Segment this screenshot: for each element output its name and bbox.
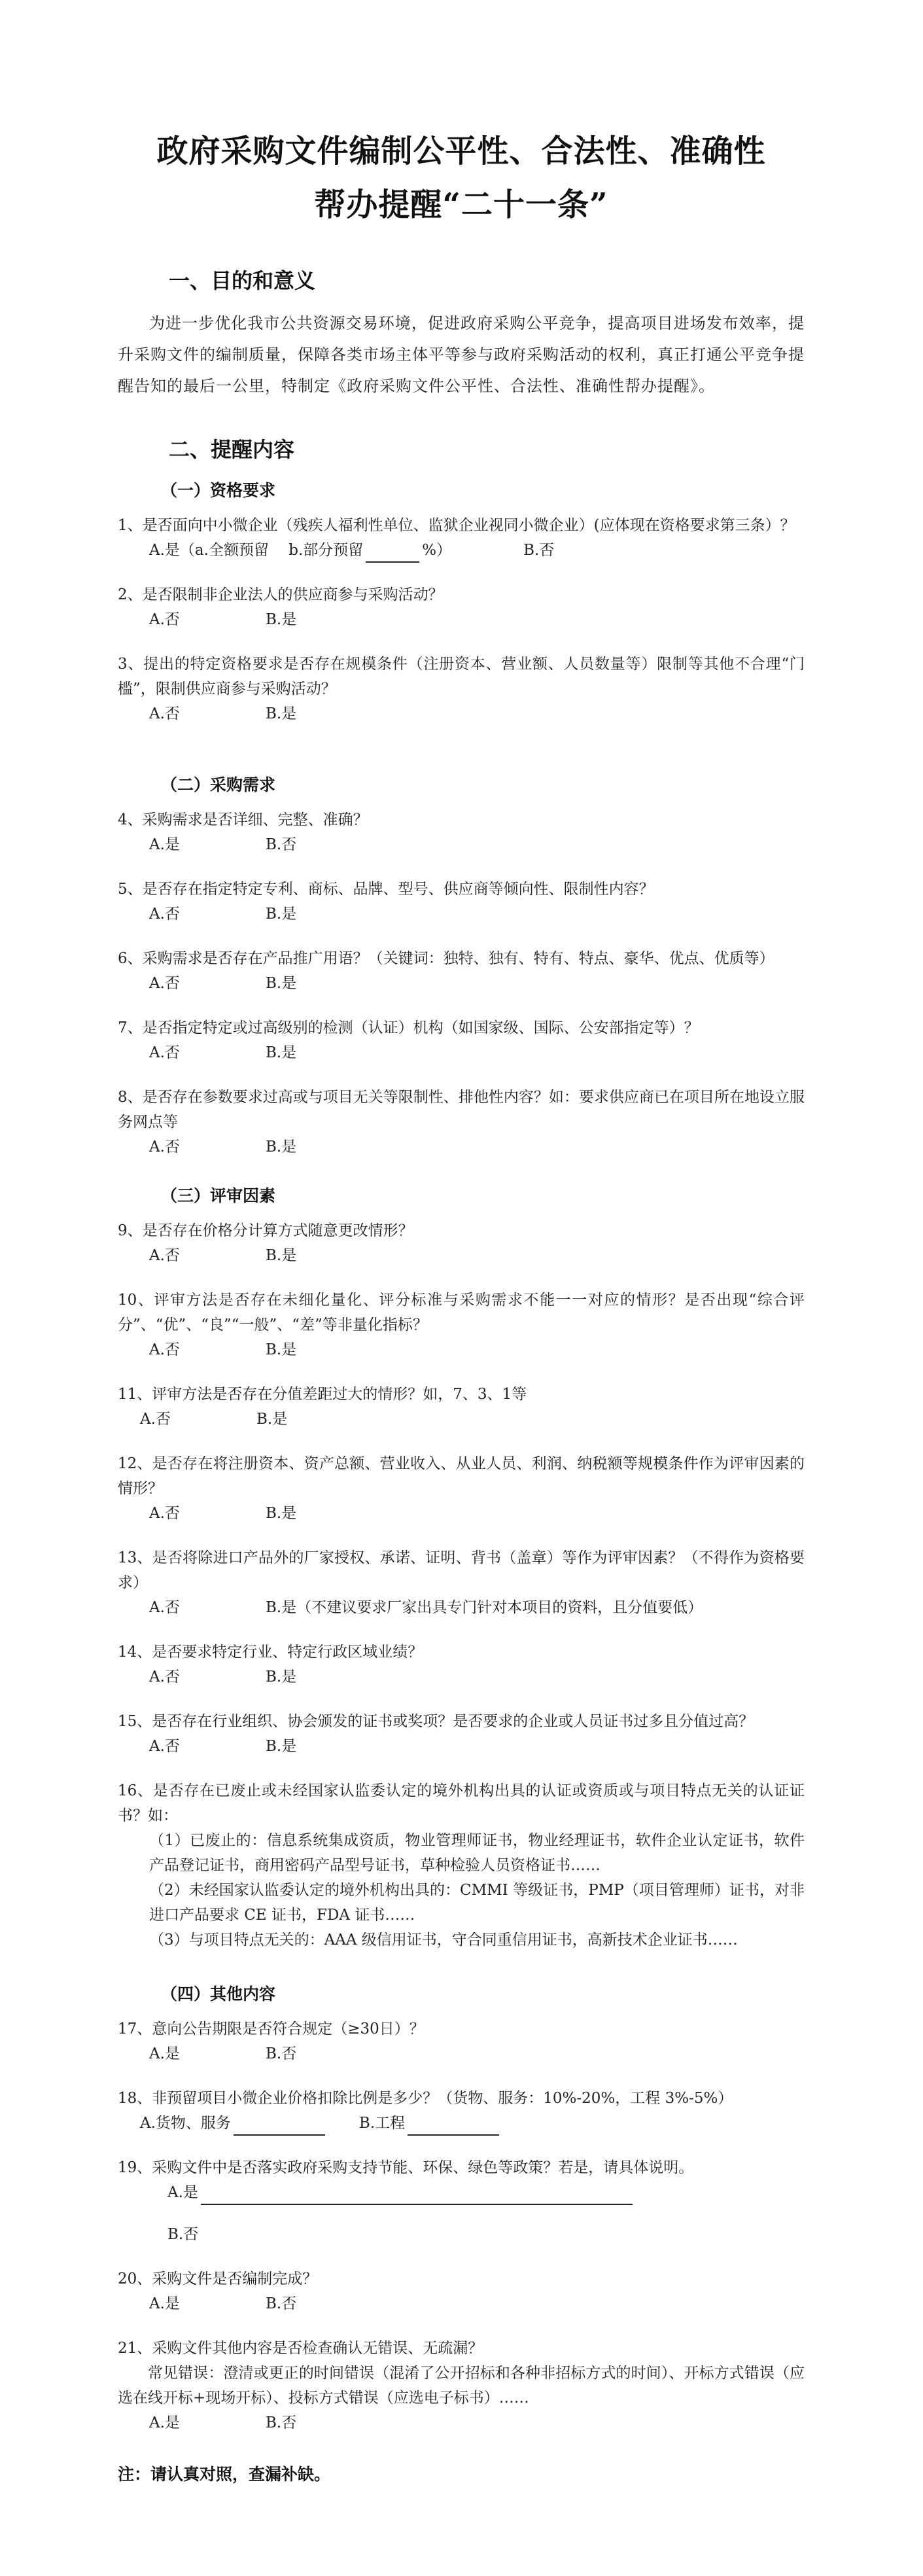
- section-heading-content: 二、提醒内容: [169, 437, 295, 462]
- question-text: 7、是否指定特定或过高级别的检测（认证）机构（如国家级、国际、公安部指定等）？: [118, 1019, 699, 1036]
- question-11: [118, 1382, 805, 1432]
- final-note: 注：请认真对照，查漏补缺。: [118, 2465, 331, 2484]
- question-text: 2、是否限制非企业法人的供应商参与采购活动？: [118, 586, 444, 603]
- option-b[interactable]: B.是: [266, 975, 297, 992]
- question-6: [118, 946, 805, 996]
- question-option-a-row: [118, 2180, 805, 2205]
- question-text: 6、采购需求是否存在产品推广用语？（关键词：独特、独有、特有、特点、豪华、优点、优质等）: [118, 950, 775, 967]
- document-title-line1: 政府采购文件编制公平性、合法性、准确性: [156, 133, 766, 169]
- option-a[interactable]: A.是: [149, 2414, 180, 2431]
- document-title-line2: 帮办提醒“二十一条”: [314, 186, 608, 223]
- percent-blank[interactable]: [366, 544, 419, 563]
- goods-services-blank[interactable]: [234, 2117, 325, 2136]
- question-2: [118, 582, 805, 632]
- question-options: [118, 1040, 805, 1065]
- question-3: [118, 652, 805, 726]
- question-text: 15、是否存在行业组织、协会颁发的证书或奖项？是否要求的企业或人员证书过多且分值过高？: [118, 1713, 754, 1730]
- question-text: 4、采购需求是否详细、完整、准确？: [118, 811, 368, 828]
- question-16: [118, 1778, 805, 1952]
- question-21: [118, 2336, 805, 2435]
- option-a[interactable]: A.否: [140, 1411, 171, 1428]
- common-errors-note: 常见错误：澄清或更正的时间错误（混淆了公开招标和各种非招标方式的时间）、开标方式错误（应选在线开标+现场开标）、投标方式错误（应选电子标书）……: [118, 2365, 805, 2407]
- question-text: 19、采购文件中是否落实政府采购支持节能、环保、绿色等政策？若是，请具体说明。: [118, 2159, 694, 2176]
- question-options: [118, 538, 805, 563]
- question-options: [118, 607, 805, 632]
- option-a[interactable]: A.是: [149, 2295, 180, 2312]
- group-heading-qualification: （一）资格要求: [161, 481, 276, 500]
- option-b[interactable]: B.是: [266, 1247, 297, 1264]
- question-options: [118, 1501, 805, 1526]
- option-a[interactable]: A.否: [149, 1668, 180, 1685]
- question-text: 13、是否将除进口产品外的厂家授权、承诺、证明、背书（盖章）等作为评审因素？（不得作为资格要求）: [118, 1549, 805, 1591]
- group-heading-other: （四）其他内容: [161, 1985, 276, 2003]
- question-20: [118, 2267, 805, 2316]
- policy-description-blank[interactable]: [201, 2187, 633, 2205]
- question-option-b-row: [118, 2222, 805, 2247]
- question-options: [118, 1595, 805, 1620]
- option-b[interactable]: B.是: [266, 705, 297, 722]
- example-irrelevant: （3）与项目特点无关的：AAA 级信用证书，守合同重信用证书，高新技术企业证书……: [149, 1932, 738, 1949]
- question-options: [118, 2041, 805, 2066]
- group-heading-requirements: （二）采购需求: [161, 775, 276, 794]
- question-text: 8、是否存在参数要求过高或与项目无关等限制性、排他性内容？如：要求供应商已在项目所在地设立服务网点等: [118, 1089, 805, 1131]
- option-b[interactable]: B.是: [256, 1411, 288, 1428]
- question-7: [118, 1015, 805, 1065]
- question-text: 10、评审方法是否存在未细化量化、评分标准与采购需求不能一一对应的情形？是否出现“综合评分”、“优”、“良”“一般”、“差”等非量化指标？: [118, 1292, 805, 1333]
- question-options: [118, 2410, 805, 2435]
- option-b[interactable]: B.否: [266, 836, 297, 853]
- question-text: 5、是否存在指定特定专利、商标、品牌、型号、供应商等倾向性、限制性内容？: [118, 881, 654, 898]
- question-text: 14、是否要求特定行业、特定行政区域业绩？: [118, 1644, 423, 1661]
- question-1: [118, 513, 805, 563]
- option-a[interactable]: A.是: [149, 2045, 180, 2062]
- option-a[interactable]: A.否: [149, 1247, 180, 1264]
- question-options: [118, 2291, 805, 2316]
- question-options: [118, 902, 805, 926]
- option-b[interactable]: B.否: [266, 2295, 297, 2312]
- question-4: [118, 807, 805, 857]
- option-a[interactable]: A.否: [149, 1738, 180, 1755]
- option-a[interactable]: A.否: [149, 611, 180, 628]
- example-unrecognized: （2）未经国家认监委认定的境外机构出具的：CMMI 等级证书，PMP（项目管理师）证书，对非进口产品要求 CE 证书，FDA 证书……: [149, 1882, 805, 1924]
- option-a[interactable]: A.否: [149, 1341, 180, 1358]
- option-a[interactable]: A.货物、服务: [140, 2115, 231, 2132]
- example-abolished: （1）已废止的：信息系统集成资质，物业管理师证书，物业经理证书，软件企业认定证书，软件产品登记证书，商用密码产品型号证书，草种检验人员资格证书……: [149, 1832, 805, 1874]
- question-options: [118, 1337, 805, 1362]
- question-19: [118, 2155, 805, 2247]
- question-options: [118, 832, 805, 857]
- question-18: [118, 2086, 805, 2136]
- option-b[interactable]: B.是: [266, 1138, 297, 1156]
- question-options: [118, 701, 805, 726]
- option-b[interactable]: B.否: [266, 2414, 297, 2431]
- question-12: [118, 1451, 805, 1526]
- option-b[interactable]: B.否: [266, 2045, 297, 2062]
- question-13: [118, 1545, 805, 1620]
- option-a-suffix: %）: [422, 542, 452, 559]
- question-options: [118, 2111, 805, 2136]
- option-a[interactable]: A.否: [149, 906, 180, 923]
- question-9: [118, 1218, 805, 1268]
- option-b[interactable]: B.是: [266, 611, 297, 628]
- option-b[interactable]: B.是: [266, 1341, 297, 1358]
- option-b[interactable]: B.否: [167, 2226, 199, 2243]
- question-10: [118, 1288, 805, 1362]
- option-b[interactable]: B.是（不建议要求厂家出具专门针对本项目的资料，且分值要低）: [266, 1599, 703, 1616]
- question-options: [118, 971, 805, 996]
- option-a[interactable]: A.是（a.全额预留 b.部分预留: [149, 542, 364, 559]
- group-heading-evaluation: （三）评审因素: [161, 1186, 276, 1205]
- option-b[interactable]: B.是: [266, 1738, 297, 1755]
- question-options: [118, 1243, 805, 1268]
- option-b[interactable]: B.是: [266, 1668, 297, 1685]
- option-b[interactable]: B.否: [523, 542, 555, 559]
- purpose-paragraph: 为进一步优化我市公共资源交易环境，促进政府采购公平竞争，提高项目进场发布效率，提升采购文件的编制质量，保障各类市场主体平等参与政府采购活动的权利，真正打通公平竞争提醒告知的最后一公里，特制定《政府采购文件公平性、合法性、准确性帮办提醒》。: [118, 314, 805, 395]
- section-heading-purpose: 一、目的和意义: [169, 268, 316, 293]
- question-text: 12、是否存在将注册资本、资产总额、营业收入、从业人员、利润、纳税额等规模条件作为评审因素的情形？: [118, 1455, 805, 1497]
- question-5: [118, 877, 805, 926]
- question-options: [118, 1734, 805, 1759]
- question-text: 18、非预留项目小微企业价格扣除比例是多少？（货物、服务：10%-20%，工程 3%-5%）: [118, 2090, 733, 2107]
- option-a[interactable]: A.否: [149, 705, 180, 722]
- engineering-blank[interactable]: [408, 2117, 499, 2136]
- question-text: 21、采购文件其他内容是否检查确认无错误、无疏漏？: [118, 2340, 483, 2357]
- option-a[interactable]: A.否: [149, 1044, 180, 1061]
- option-a[interactable]: A.否: [149, 1505, 180, 1522]
- option-b[interactable]: B.是: [266, 1505, 297, 1522]
- question-15: [118, 1709, 805, 1759]
- question-text: 9、是否存在价格分计算方式随意更改情形？: [118, 1222, 413, 1239]
- question-8: [118, 1085, 805, 1159]
- question-text: 17、意向公告期限是否符合规定（≥30日）？: [118, 2020, 425, 2038]
- question-17: [118, 2017, 805, 2066]
- question-options: [118, 1407, 805, 1432]
- question-text: 16、是否存在已废止或未经国家认监委认定的境外机构出具的认证或资质或与项目特点无关的认证证书？如：: [118, 1782, 805, 1824]
- option-a[interactable]: A.是: [167, 2184, 198, 2201]
- question-options: [118, 1665, 805, 1689]
- option-a[interactable]: A.否: [149, 1138, 180, 1156]
- question-text: 1、是否面向中小微企业（残疾人福利性单位、监狱企业视同小微企业）(应体现在资格要求第三条）？: [118, 517, 795, 534]
- option-a[interactable]: A.是: [149, 836, 180, 853]
- question-text: 3、提出的特定资格要求是否存在规模条件（注册资本、营业额、人员数量等）限制等其他不合理“门槛”，限制供应商参与采购活动？: [118, 656, 805, 697]
- option-a[interactable]: A.否: [149, 1599, 180, 1616]
- document-page: [118, 98, 805, 2485]
- question-options: [118, 1135, 805, 1159]
- option-b[interactable]: B.是: [266, 906, 297, 923]
- question-14: [118, 1640, 805, 1689]
- question-text: 20、采购文件是否编制完成？: [118, 2270, 318, 2287]
- option-b[interactable]: B.工程: [358, 2115, 406, 2132]
- option-a[interactable]: A.否: [149, 975, 180, 992]
- question-text: 11、评审方法是否存在分值差距过大的情形？如，7、3、1等: [118, 1386, 527, 1403]
- option-b[interactable]: B.是: [266, 1044, 297, 1061]
